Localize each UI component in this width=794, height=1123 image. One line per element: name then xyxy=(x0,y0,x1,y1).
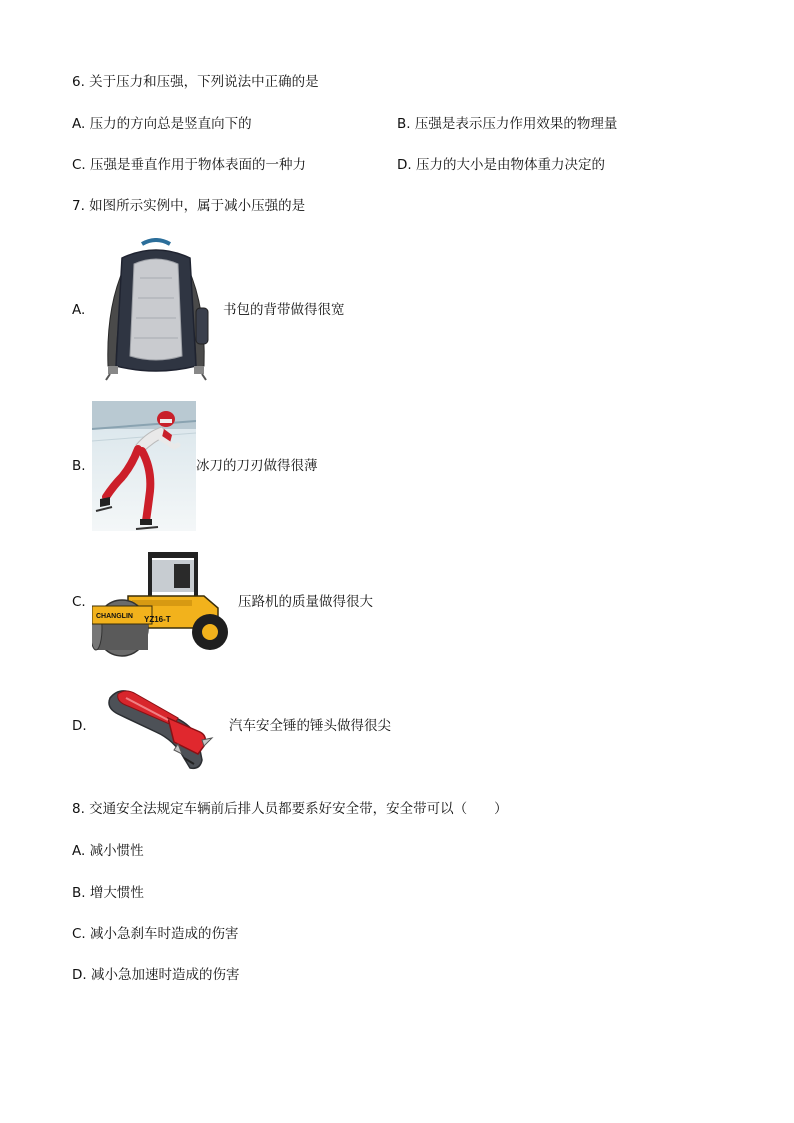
q6-stem: 6. 关于压力和压强，下列说法中正确的是 xyxy=(72,74,319,90)
safety-hammer-image xyxy=(104,680,216,772)
backpack-image xyxy=(100,238,212,382)
q7-option-a-text: 书包的背带做得很宽 xyxy=(223,302,345,318)
q7-option-c-text: 压路机的质量做得很大 xyxy=(238,594,373,610)
roller-brand-label: CHANGLIN xyxy=(96,613,133,620)
q8-option-d: D. 减小急加速时造成的伤害 xyxy=(72,967,240,983)
q7-option-d-text: 汽车安全锤的锤头做得很尖 xyxy=(229,718,391,734)
roller-model-label: YZ16-T xyxy=(144,615,171,624)
q6-option-c: C. 压强是垂直作用于物体表面的一种力 xyxy=(72,157,307,173)
road-roller-image xyxy=(92,548,238,658)
q7-stem: 7. 如图所示实例中，属于减小压强的是 xyxy=(72,198,306,214)
q8-option-b: B. 增大惯性 xyxy=(72,885,144,901)
q7-option-d-letter: D. xyxy=(72,718,87,734)
speed-skater-image xyxy=(92,401,196,531)
q6-option-d: D. 压力的大小是由物体重力决定的 xyxy=(397,157,605,173)
q6-option-a: A. 压力的方向总是竖直向下的 xyxy=(72,116,252,132)
q7-option-b-letter: B. xyxy=(72,458,86,474)
q8-stem: 8. 交通安全法规定车辆前后排人员都要系好安全带，安全带可以（ ） xyxy=(72,801,508,817)
q7-option-c-letter: C. xyxy=(72,594,86,610)
q6-option-b: B. 压强是表示压力作用效果的物理量 xyxy=(397,116,618,132)
q7-option-b-text: 冰刀的刀刃做得很薄 xyxy=(196,458,318,474)
q8-option-c: C. 减小急刹车时造成的伤害 xyxy=(72,926,239,942)
q8-option-a: A. 减小惯性 xyxy=(72,843,144,859)
q7-option-a-letter: A. xyxy=(72,302,86,318)
